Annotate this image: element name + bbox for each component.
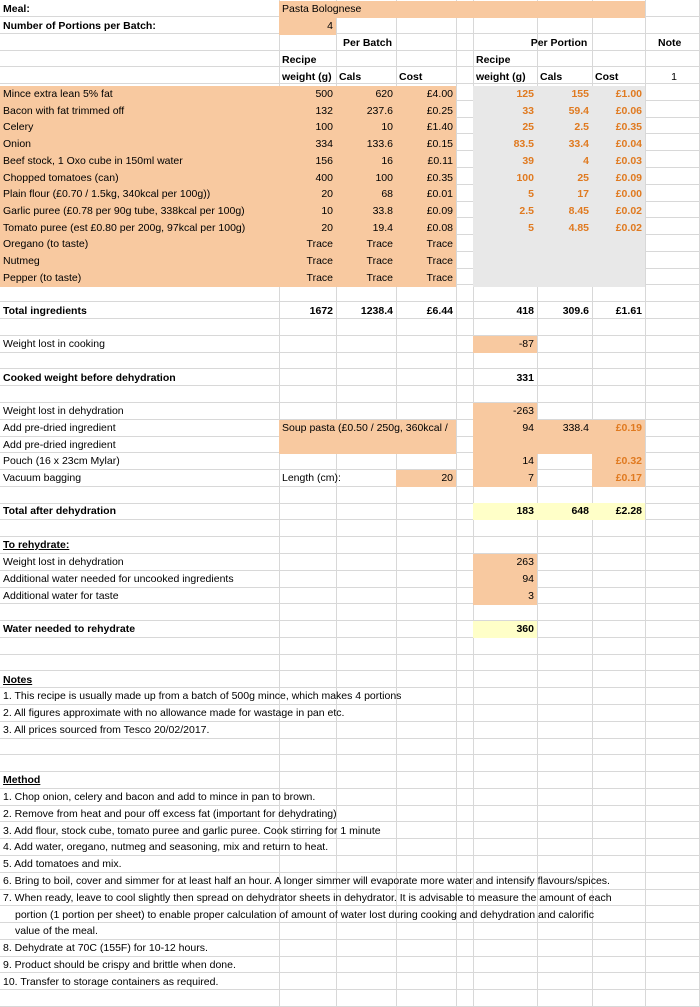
ingredient-pcost: £0.04 [592, 136, 645, 153]
ingredient-cost[interactable]: Trace [396, 253, 456, 270]
ingredient-pcost: £0.00 [592, 186, 645, 203]
pre-dried-desc-2[interactable] [279, 437, 456, 454]
ingredient-cost[interactable]: Trace [396, 236, 456, 253]
ingredient-cost[interactable]: £0.08 [396, 220, 456, 237]
ingredient-pw: 2.5 [473, 203, 537, 220]
ingredient-pc [537, 270, 592, 287]
water-needed-value: 360 [473, 621, 537, 638]
ingredient-pc: 4 [537, 153, 592, 170]
rehydrate-row-1: Weight lost in dehydration [3, 556, 124, 568]
ingredient-c[interactable]: 19.4 [336, 220, 396, 237]
pre-dried-label-2: Add pre-dried ingredient [3, 439, 116, 451]
pre-dried-cost-1[interactable]: £0.19 [592, 420, 645, 437]
ingredient-pcost: £0.02 [592, 203, 645, 220]
pouch-label: Pouch (16 x 23cm Mylar) [3, 455, 120, 467]
meal-value[interactable]: Pasta Bolognese [279, 1, 645, 18]
grid-hline [0, 654, 700, 655]
vacuum-cost[interactable]: £0.17 [592, 470, 645, 487]
method-step: 4. Add water, oregano, nutmeg and seasoning, mix and return to heat. [3, 841, 329, 854]
ingredient-c[interactable]: 100 [336, 170, 396, 187]
ingredient-w[interactable]: 10 [279, 203, 336, 220]
ingredient-cost[interactable]: £0.11 [396, 153, 456, 170]
ingredient-cost[interactable]: £0.25 [396, 103, 456, 120]
ingredient-pw: 5 [473, 220, 537, 237]
ingredient-c[interactable]: Trace [336, 270, 396, 287]
total-after-weight: 183 [473, 503, 537, 520]
ingredient-pc: 17 [537, 186, 592, 203]
pre-dried-label-1: Add pre-dried ingredient [3, 422, 116, 434]
pouch-cost[interactable]: £0.32 [592, 453, 645, 470]
total-cals: 1238.4 [360, 305, 393, 317]
pre-dried-weight-1[interactable]: 94 [473, 420, 537, 437]
ingredient-pc: 2.5 [537, 119, 592, 136]
recipe-header: Recipe [282, 54, 317, 66]
ingredient-pcost: £0.03 [592, 153, 645, 170]
ingredient-pc: 155 [537, 86, 592, 103]
ingredient-w[interactable]: 156 [279, 153, 336, 170]
pouch-weight[interactable]: 14 [473, 453, 537, 470]
method-step: 1. Chop onion, celery and bacon and add to mince in pan to brown. [3, 791, 316, 803]
meal-label: Meal: [3, 3, 30, 15]
vacuum-label: Vacuum bagging [3, 472, 82, 484]
ingredient-pw: 100 [473, 170, 537, 187]
ingredient-cost[interactable]: Trace [396, 270, 456, 287]
ingredient-pw: 25 [473, 119, 537, 136]
ingredient-name[interactable]: Garlic puree (£0.78 per 90g tube, 338kcal per 100g) [0, 203, 280, 220]
note-item: 2. All figures approximate with no allowance made for wastage in pan etc. [3, 707, 345, 719]
ingredient-c[interactable]: 237.6 [336, 103, 396, 120]
weight-lost-dehydration-label: Weight lost in dehydration [3, 405, 124, 417]
length-label: Length (cm): [282, 472, 341, 484]
total-ingredients-label: Total ingredients [3, 305, 87, 317]
method-step: 5. Add tomatoes and mix. [3, 858, 122, 871]
ingredient-name[interactable]: Mince extra lean 5% fat [0, 86, 280, 103]
ingredient-pc [537, 253, 592, 270]
total-weight: 1672 [309, 305, 333, 317]
ingredient-pw [473, 236, 537, 253]
ingredient-name[interactable]: Nutmeg [0, 253, 280, 270]
total-after-label: Total after dehydration [3, 505, 116, 517]
ingredient-pc: 8.45 [537, 203, 592, 220]
ingredient-c[interactable]: 16 [336, 153, 396, 170]
ingredient-c[interactable]: 33.8 [336, 203, 396, 220]
pre-dried-values-2[interactable] [473, 437, 645, 454]
portions-value[interactable]: 4 [279, 18, 336, 35]
ingredient-c[interactable]: 10 [336, 119, 396, 136]
ingredient-pw: 5 [473, 186, 537, 203]
weight-header-portion: weight (g) [476, 71, 526, 83]
method-step: value of the meal. [15, 925, 98, 938]
ingredient-name[interactable]: Beef stock, 1 Oxo cube in 150ml water [0, 153, 280, 170]
cooked-weight-label: Cooked weight before dehydration [3, 372, 176, 384]
per-batch-header: Per Batch [342, 37, 393, 49]
total-cost: £6.44 [426, 305, 453, 317]
ingredient-w[interactable]: 500 [279, 86, 336, 103]
portions-label: Number of Portions per Batch: [3, 20, 156, 32]
method-title: Method [3, 774, 41, 786]
ingredient-pcost: £0.02 [592, 220, 645, 237]
weight-header: weight (g) [282, 71, 332, 83]
total-portion-cals: 309.6 [562, 305, 589, 317]
ingredient-name[interactable]: Celery [0, 119, 280, 136]
length-value[interactable]: 20 [396, 470, 456, 487]
ingredient-cost[interactable]: £1.40 [396, 119, 456, 136]
note-item: 3. All prices sourced from Tesco 20/02/2017. [3, 724, 210, 736]
cost-header-portion: Cost [595, 71, 619, 83]
grid-hline [0, 754, 700, 755]
ingredient-w[interactable]: 132 [279, 103, 336, 120]
ingredient-name[interactable]: Chopped tomatoes (can) [0, 170, 280, 187]
weight-lost-cooking-value[interactable]: -87 [473, 336, 537, 353]
weight-lost-dehydration-value[interactable]: -263 [473, 403, 537, 420]
ingredient-cost[interactable]: £4.00 [396, 86, 456, 103]
ingredient-pw: 33 [473, 103, 537, 120]
ingredient-pc: 59.4 [537, 103, 592, 120]
ingredient-w[interactable]: 20 [279, 220, 336, 237]
note-value: 1 [671, 71, 677, 83]
ingredient-cost[interactable]: £0.09 [396, 203, 456, 220]
ingredient-pw: 39 [473, 153, 537, 170]
rehydrate-row-2: Additional water needed for uncooked ingredients [3, 573, 234, 585]
ingredient-c[interactable]: Trace [336, 253, 396, 270]
rehydrate-title: To rehydrate: [3, 539, 70, 551]
cooked-weight-value: 331 [516, 372, 534, 384]
ingredient-c[interactable]: 133.6 [336, 136, 396, 153]
ingredient-pc: 33.4 [537, 136, 592, 153]
ingredient-c[interactable]: 68 [336, 186, 396, 203]
method-step: 10. Transfer to storage containers as required. [3, 975, 219, 988]
ingredient-pcost [592, 253, 645, 270]
rehydrate-row-3: Additional water for taste [3, 590, 119, 602]
ingredient-w[interactable]: 20 [279, 186, 336, 203]
method-step: 2. Remove from heat and pour off excess fat (important for dehydrating) [3, 807, 337, 820]
rehydrate-value-3[interactable]: 3 [473, 588, 537, 605]
ingredient-cost[interactable]: £0.01 [396, 186, 456, 203]
cals-header: Cals [339, 71, 362, 83]
ingredient-pcost: £0.35 [592, 119, 645, 136]
ingredient-name[interactable]: Tomato puree (est £0.80 per 200g, 97kcal per 100g) [0, 220, 280, 237]
pre-dried-cals-1[interactable]: 338.4 [537, 420, 592, 437]
rehydrate-value-1: 263 [473, 554, 537, 571]
method-step: portion (1 portion per sheet) to enable proper calculation of amount of water lost during cooking and dehydration and calorific [15, 908, 595, 921]
ingredient-c[interactable]: Trace [336, 236, 396, 253]
ingredient-c[interactable]: 620 [336, 86, 396, 103]
grid-hline [0, 66, 700, 67]
water-needed-label: Water needed to rehydrate [3, 623, 136, 635]
recipe-header-portion: Recipe [476, 54, 511, 66]
notes-title: Notes [3, 674, 33, 686]
pre-dried-desc-1[interactable]: Soup pasta (£0.50 / 250g, 360kcal / [279, 420, 456, 437]
method-step: 8. Dehydrate at 70C (155F) for 10-12 hours. [3, 942, 208, 955]
method-step: 9. Product should be crispy and brittle when done. [3, 959, 236, 971]
weight-lost-cooking-label: Weight lost in cooking [3, 338, 105, 350]
ingredient-pc: 4.85 [537, 220, 592, 237]
cost-header: Cost [399, 71, 423, 83]
ingredient-pw: 83.5 [473, 136, 537, 153]
method-step: 3. Add flour, stock cube, tomato puree and garlic puree. Cook stirring for 1 minute [3, 824, 381, 837]
ingredient-pcost: £0.06 [592, 103, 645, 120]
total-after-cost: £2.28 [592, 503, 645, 520]
ingredient-pw: 125 [473, 86, 537, 103]
ingredient-name[interactable]: Onion [0, 136, 280, 153]
ingredient-w[interactable]: 100 [279, 119, 336, 136]
ingredient-pc [537, 236, 592, 253]
total-portion-weight: 418 [516, 305, 534, 317]
ingredient-name[interactable]: Plain flour (£0.70 / 1.5kg, 340kcal per 100g)) [0, 186, 280, 203]
method-step: 6. Bring to boil, cover and simmer for at least half an hour. A longer simmer will evaporate more water and intensify flavours/spices. [3, 875, 610, 887]
total-after-cals: 648 [537, 503, 592, 520]
method-step: 7. When ready, leave to cool slightly then spread on dehydrator sheets in dehydrator. It is advisable to measure the amount of each [3, 891, 612, 904]
vacuum-weight[interactable]: 7 [473, 470, 537, 487]
ingredient-w[interactable]: Trace [279, 270, 336, 287]
ingredient-pc: 25 [537, 170, 592, 187]
rehydrate-value-2: 94 [473, 571, 537, 588]
ingredient-pcost: £1.00 [592, 86, 645, 103]
ingredient-cost[interactable]: £0.35 [396, 170, 456, 187]
ingredient-w[interactable]: 400 [279, 170, 336, 187]
ingredient-pcost: £0.09 [592, 170, 645, 187]
ingredient-name[interactable]: Bacon with fat trimmed off [0, 103, 280, 120]
per-portion-header: Per Portion [530, 37, 588, 49]
ingredient-pw [473, 253, 537, 270]
ingredient-name[interactable]: Oregano (to taste) [0, 236, 280, 253]
note-header: Note [658, 37, 682, 49]
ingredient-name[interactable]: Pepper (to taste) [0, 270, 280, 287]
note-item: 1. This recipe is usually made up from a batch of 500g mince, which makes 4 portions [3, 690, 402, 702]
ingredient-w[interactable]: 334 [279, 136, 336, 153]
total-portion-cost: £1.61 [615, 305, 642, 317]
ingredient-w[interactable]: Trace [279, 253, 336, 270]
ingredient-pcost [592, 236, 645, 253]
ingredient-w[interactable]: Trace [279, 236, 336, 253]
ingredient-pcost [592, 270, 645, 287]
ingredient-pw [473, 270, 537, 287]
cals-header-portion: Cals [540, 71, 563, 83]
ingredient-cost[interactable]: £0.15 [396, 136, 456, 153]
